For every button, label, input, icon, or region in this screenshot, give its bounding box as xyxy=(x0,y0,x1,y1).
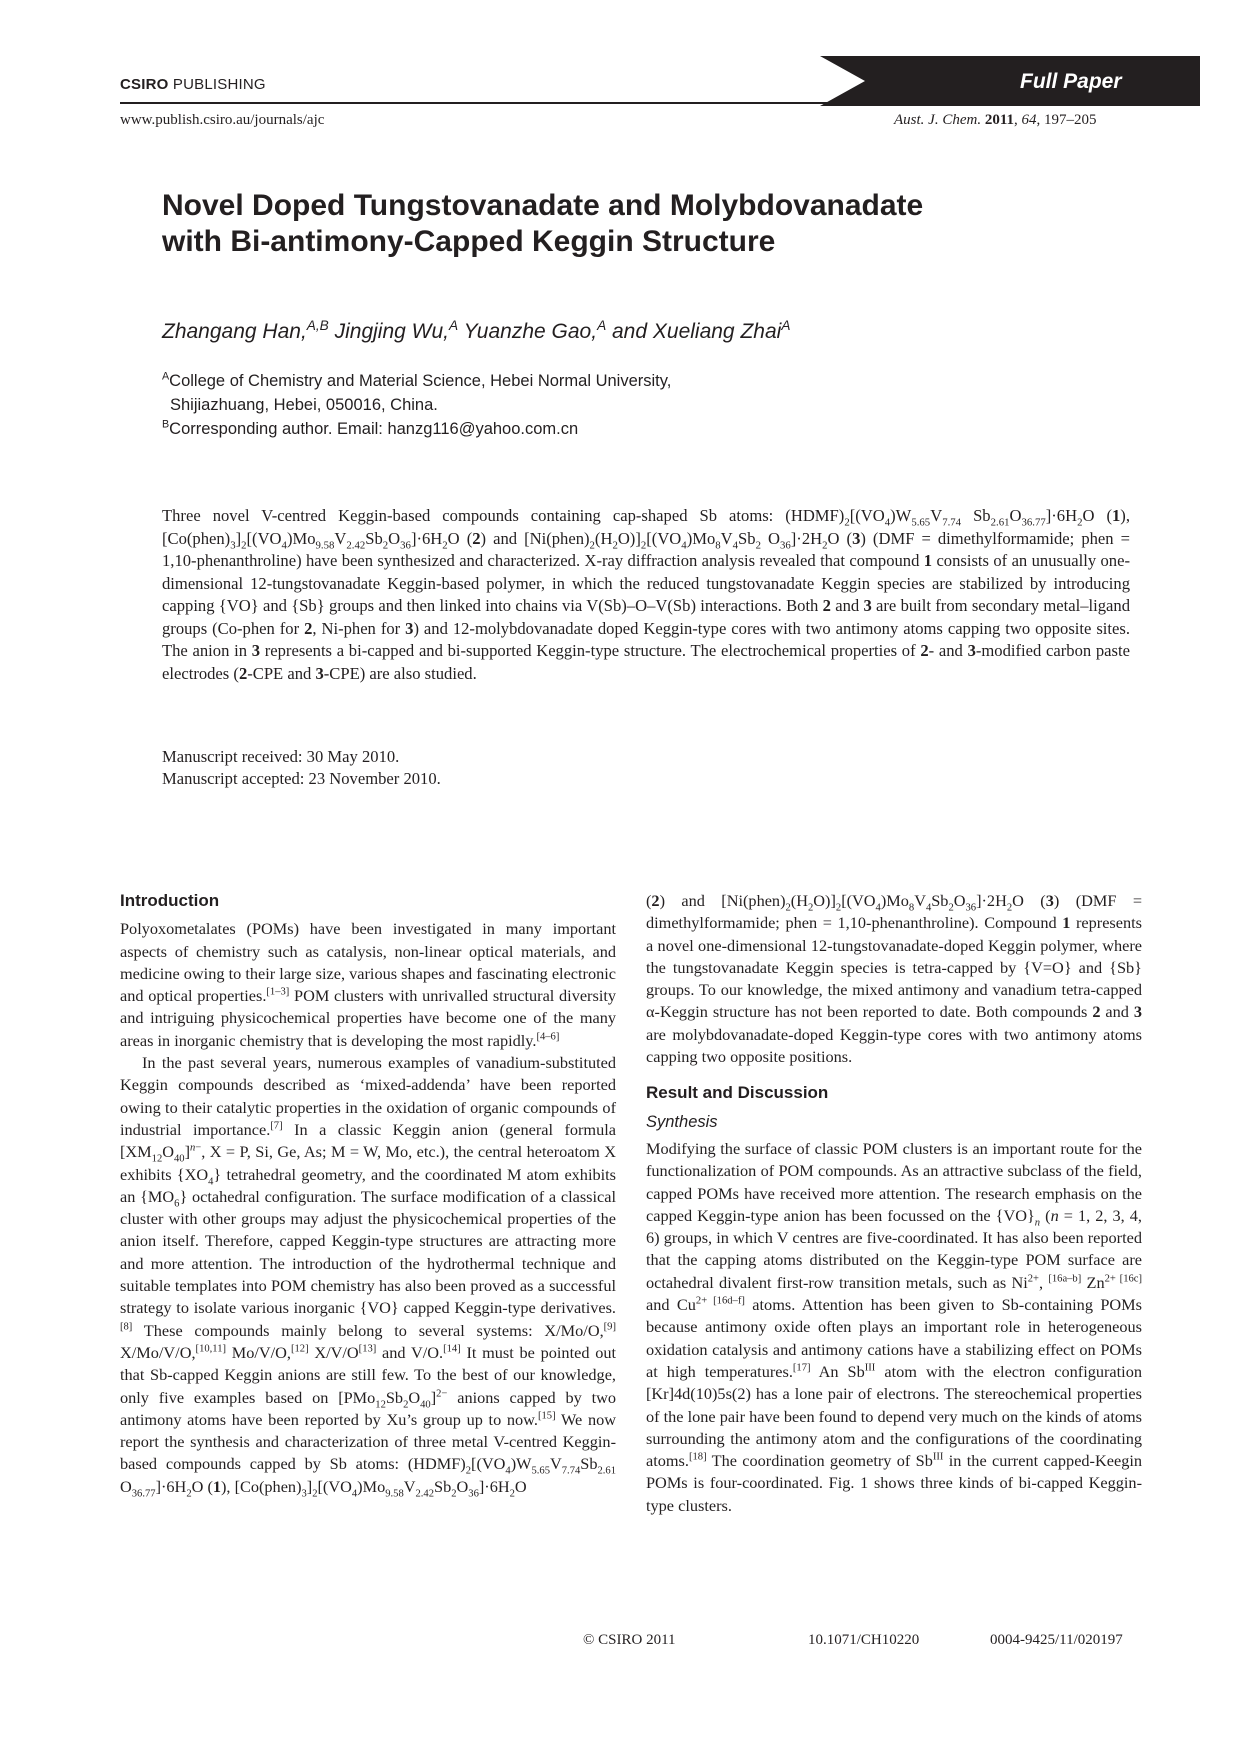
article-type-label: Full Paper xyxy=(1020,70,1122,93)
section-heading-introduction: Introduction xyxy=(120,891,220,910)
right-column xyxy=(646,890,1142,1517)
accepted-date: Manuscript accepted: 23 November 2010. xyxy=(162,769,441,788)
publisher-rest: PUBLISHING xyxy=(172,76,266,93)
intro-paragraph-2: In the past several years, numerous examples of vanadium-substituted Keggin compounds described as ‘mixed-addenda’ have been reported owing to their catalytic properties in the oxidation of organic compounds of industrial importance.[7] In a classic Keggin anion (general formula $[XM_{12}O_{40}]^{n-}$, X = P, Si, Ge, As; M = W, Mo, etc.), the central heteroatom X exhibits $\{XO_4\}$ tetrahedral geometry, and the coordinated M atom exhibits an $\{MO_6\}$ octahedral configuration. The surface modification of a classical cluster with other groups may adjust the physicochemical properties of the anion itself. Therefore, capped Keggin-type structures are attracting more and more attention. The introduction of the hydrothermal technique and suitable templates into POM chemistry has also been proved as a successful strategy to isolate various inorganic {VO} capped Keggin-type derivatives.[8] These compounds mainly belong to several systems: X/Mo/O,[9] X/Mo/V/O,[10,11] Mo/V/O,[12] X/V/O[13] and V/O.[14] It must be pointed out that Sb-capped Keggin anions are still few. To the best of our knowledge, only five examples based on $[PMo_{12}Sb_2O_{40}]^{2-}$ anions capped by two antimony atoms have been reported by Xu’s group up to now.[15] We now report the synthesis and characterization of three metal V-centred Keggin-based compounds capped by Sb atoms: $(HDMF)_2[(VO_4)W_{5.65}V_{7.74}Sb_{2.61}$ $O_{36.77}]\cdot 6H_2O$ (1), $[Co(phen)_3]_2[(VO_4)Mo_{9.58}V_{2.42}Sb_2O_{36}]\cdot 6H_2O$ xyxy=(120,1053,617,1499)
title-line-2: with Bi-antimony-Capped Keggin Structure xyxy=(162,225,776,258)
author-list: Zhangang Han,$^{A,B}$ Jingjing Wu,$^A$ Yuanzhe Gao,$^A$ and Xueliang Zhai$^A$ xyxy=(162,318,791,343)
synthesis-paragraph-1: Modifying the surface of classic POM clusters is an important route for the functionalization of POM compounds. As an attractive subclass of the field, capped POMs have received more attention. The research emphasis on the capped Keggin-type anion has been focussed on the $\{VO\}_n$ (n = 1, 2, 3, 4, 6) groups, in which V centres are five-coordinated. It has also been reported that the capping atoms distributed on the Keggin-type POM surface are octahedral divalent first-row transition metals, such as $Ni^{2+}$, [16a–b] $Zn^{2+ [16c]}$ and $Cu^{2+ [16d-f]}$ atoms. Attention has been given to Sb-containing POMs because antimony oxide often plays an important role in heterogeneous oxidation catalysis and antimony cations have a stabilizing effect on POMs at high temperatures.[17] An $Sb^{III}$ atom with the electron configuration [Kr]4d(10)5s(2) has a lone pair of electrons. The stereochemical properties of the lone pair have been found to depend very much on the kinds of atoms surrounding the antimony atom and the configurations of the coordinating atoms.[18] The coordination geometry of $Sb^{III}$ in the current capped-Keegin POMs is four-coordinated. Fig. 1 shows three kinds of bi-capped Keggin-type clusters. xyxy=(646,1138,1142,1515)
title-line-1: Novel Doped Tungstovanadate and Molybdovanadate xyxy=(162,189,924,222)
section-heading-result: Result and Discussion xyxy=(646,1083,829,1103)
corresponding-author: $^B$Corresponding author. Email: hanzg116@yahoo.com.cn xyxy=(162,418,579,438)
publisher-name xyxy=(120,76,266,93)
paper-title xyxy=(162,188,1062,260)
doi[interactable]: 10.1071/CH10220 xyxy=(808,1632,920,1648)
full-paper-banner xyxy=(820,56,1200,106)
publisher-bold: CSIRO xyxy=(120,76,169,93)
abstract: Three novel V-centred Keggin-based compounds containing cap-shaped Sb atoms: $(HDMF)_2[(VO_4)W_{5.65}V_{7.74}$ $Sb_{2.61}O_{36.77}]\cdot 6H_2O$ (1), $[Co(phen)_3]_2[(VO_4)Mo_{9.58}V_{2.42}Sb_2O_{36}]\cdot 6H_2O$ (2) and $[Ni(phen)_2(H_2O)]_2[(VO_4)Mo_8V_4Sb_2$ $O_{36}]\cdot 2H_2O$ (3) (DMF = dimethylformamide; phen = 1,10-phenanthroline) have been synthesized and characterized. X-ray diffraction analysis revealed that compound 1 consists of an unusually one-dimensional 12-tungstovanadate Keggin-based polymer, in which the reduced tungstovanadate Keggin species are stabilized by introducing capping {VO} and {Sb} groups and then linked into chains via V(Sb)–O–V(Sb) interactions. Both 2 and 3 are built from secondary metal–ligand groups (Co-phen for 2, Ni-phen for 3) and 12-molybdovanadate doped Keggin-type cores with two antimony atoms capping two opposite sites. The anion in 3 represents a bi-capped and bi-supported Keggin-type structure. The electrochemical properties of 2- and 3-modified carbon paste electrodes (2-CPE and 3-CPE) are also studied. xyxy=(162,506,1131,683)
left-column xyxy=(120,890,616,1498)
copyright-notice: © CSIRO 2011 xyxy=(583,1632,676,1648)
journal-url[interactable]: www.publish.csiro.au/journals/ajc xyxy=(120,112,325,128)
intro-paragraph-1: Polyoxometalates (POMs) have been investigated in many important aspects of chemistry such as catalysis, non-linear optical materials, and medicine owing to their large size, various shapes and fascinating electronic and optical properties.[1–3] POM clusters with unrivalled structural diversity and intriguing physicochemical properties have become one of the many areas in inorganic chemistry that is developing the most rapidly.[4–6] xyxy=(120,919,617,1050)
manuscript-dates xyxy=(162,746,441,790)
affiliation-a: $^A$College of Chemistry and Material Science, Hebei Normal University, xyxy=(162,370,672,390)
issn: 0004-9425/11/020197 xyxy=(990,1632,1123,1648)
affiliation-a-city: Shijiazhuang, Hebei, 050016, China. xyxy=(170,396,438,414)
right-paragraph-1: (2) and $[Ni(phen)_2(H_2O)]_2[(VO_4)Mo_8V_4Sb_2O_{36}]\cdot 2H_2O$ (3) (DMF = dimethylformamide; phen = 1,10-phenanthroline). Compound 1 represents a novel one-dimensional 12-tungstovanadate-doped Keggin polymer, where the tungstovanadate Keggin species is tetra-capped by {V=O} and {Sb} groups. To our knowledge, the mixed antimony and vanadium tetra-capped α-Keggin structure has not been reported to date. Both compounds 2 and 3 are molybdovanadate-doped Keggin-type cores with two antimony atoms capping two opposite positions. xyxy=(646,891,1142,1067)
journal-citation: Aust. J. Chem. 2011, 64, 197–205 xyxy=(894,112,1097,128)
received-date: Manuscript received: 30 May 2010. xyxy=(162,747,400,766)
header-rule xyxy=(120,102,855,104)
subsection-heading-synthesis: Synthesis xyxy=(646,1112,718,1131)
